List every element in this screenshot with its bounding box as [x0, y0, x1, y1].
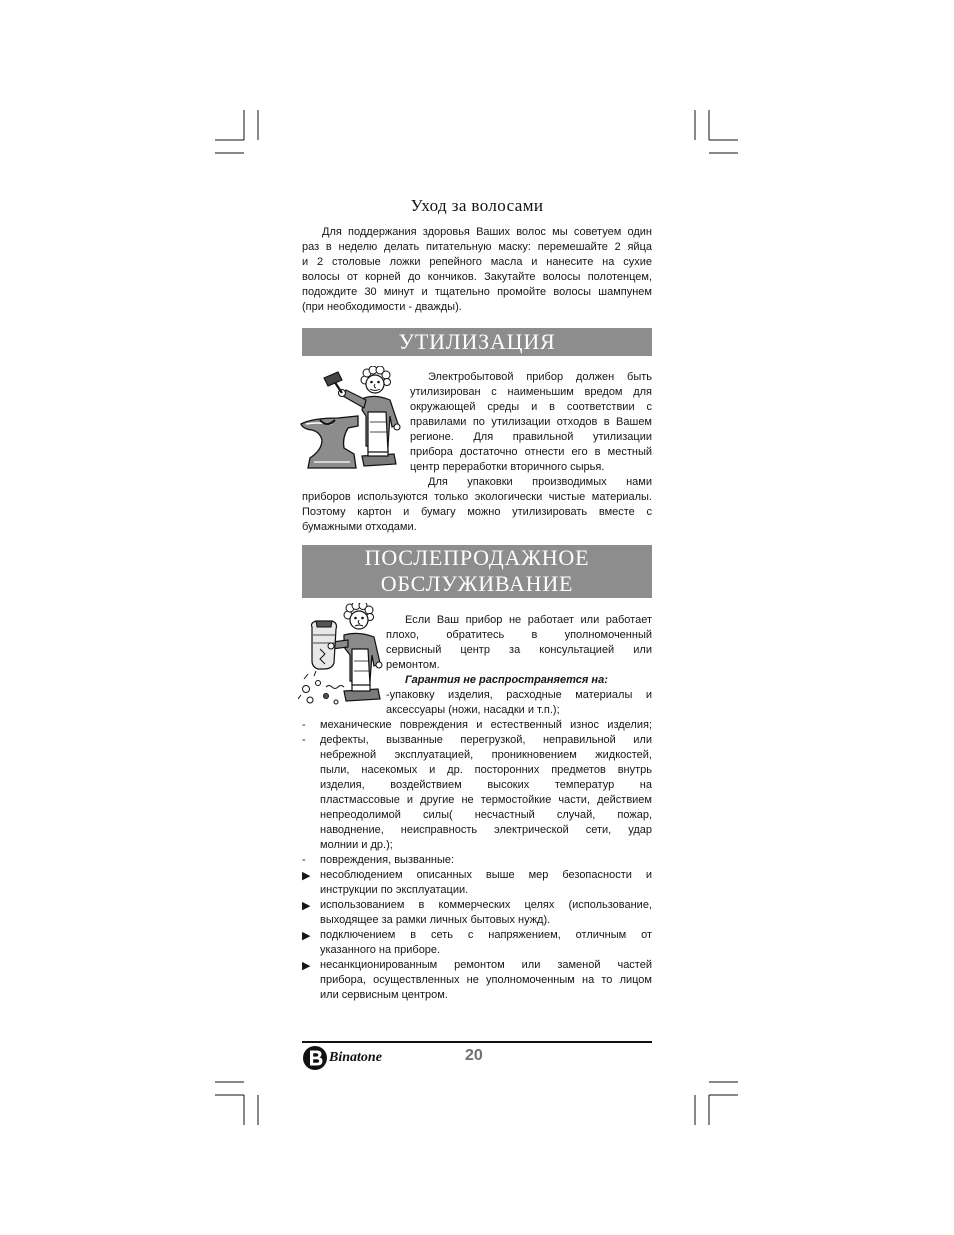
brand-logo-text: Binatone: [329, 1050, 382, 1065]
list-dash-marker: -: [302, 734, 306, 746]
list-item-line: подключением в сеть с напряжением, отличным от: [320, 929, 652, 941]
list-item-line: повреждения, вызванные:: [320, 854, 455, 866]
list-item-line: изделия, воздействием высоких температур на: [320, 779, 652, 791]
disposal-line: прибора достаточно отнести его в местный: [410, 446, 652, 458]
triangle-bullet-icon: ▶: [302, 959, 311, 972]
crop-mark-bottom-right: [695, 1082, 738, 1125]
list-item-line: непреодолимой силы( несчастный случай, пожар,: [320, 809, 652, 821]
service-intro-line: сервисный центр за консультацией или: [386, 644, 652, 656]
disposal-line: приборов используются только экологически чистые материалы.: [302, 491, 652, 503]
list-item: [302, 733, 652, 853]
triangle-bullet-icon: ▶: [302, 869, 311, 882]
triangle-bullet-icon: ▶: [302, 929, 311, 942]
disposal-line: Электробытовой прибор должен быть: [428, 371, 652, 383]
warranty-exclusion-line: аксессуары (ножи, насадки и т.п.);: [386, 704, 560, 716]
list-item-line: пластмассовые и другие не термостойкие части, действием: [320, 794, 652, 806]
list-item-line: небрежной эксплуатацией, проникновением жидкостей,: [320, 749, 652, 761]
disposal-line: бумажными отходами.: [302, 521, 417, 533]
binatone-logo-icon: [302, 1045, 328, 1071]
list-dash-marker: -: [302, 854, 306, 866]
list-item-line: несанкционированным ремонтом или заменой частей: [320, 959, 652, 971]
service-intro-line: Если Ваш прибор не работает или работает: [405, 614, 652, 626]
list-item-line: или сервисным центром.: [320, 989, 448, 1001]
warranty-heading: Гарантия не распространяется на:: [405, 674, 608, 686]
list-item-line: пыли, насекомых и др. посторонних предметов внутрь: [320, 764, 652, 776]
hair-care-line: волосы от корней до кончиков. Закутайте волосы полотенцем,: [302, 271, 652, 283]
list-item-line: дефекты, вызванные перегрузкой, неправильной или: [320, 734, 652, 746]
disposal-section-banner: [302, 328, 652, 356]
hair-care-line: раз в неделю делать питательную маску: перемешайте 2 яйца: [302, 241, 652, 253]
hair-care-paragraph: [302, 225, 652, 315]
hair-care-line: подождите 30 минут и тщательно промойте волосы шампунем: [302, 286, 652, 298]
list-item-line: наводнение, неисправность электрической сети, удар: [320, 824, 652, 836]
disposal-line: окружающей среды и в соответствии с: [410, 401, 652, 413]
disposal-line: центр переработки вторичного сырья.: [410, 461, 605, 473]
warranty-exclusion-line: -упаковку изделия, расходные материалы и: [386, 689, 652, 701]
blacksmith-illustration-icon: [298, 366, 408, 472]
service-title-line: ОБСЛУЖИВАНИЕ: [380, 571, 574, 596]
triangle-bullet-icon: ▶: [302, 899, 311, 912]
disposal-line: правилами по утилизации отходов в Вашем: [410, 416, 652, 428]
broken-appliance-icon: [312, 621, 337, 669]
list-item-line: прибора, осуществленных не уполномоченным на то лицом: [320, 974, 652, 986]
hair-care-line: и 2 столовые ложки репейного масла и нанесите на сухие: [302, 256, 652, 268]
crop-mark-top-left: [215, 110, 258, 153]
falling-parts-icon: [298, 671, 344, 704]
disposal-line: утилизирован с наименьшим вредом для: [410, 386, 652, 398]
list-item-line: выходящее за рамки личных бытовых нужд).: [320, 914, 551, 926]
service-intro-line: плохо, обратитесь в уполномоченный: [386, 629, 652, 641]
list-item: [302, 898, 652, 928]
list-item-line: указанного на приборе.: [320, 944, 441, 956]
service-section-banner: [302, 545, 652, 598]
list-item: [302, 718, 652, 733]
service-title-line: ПОСЛЕПРОДАЖНОЕ: [364, 545, 590, 570]
crop-mark-top-right: [695, 110, 738, 153]
hair-care-title: Уход за волосами: [410, 196, 544, 215]
disposal-paragraph: [410, 370, 652, 490]
service-intro-line: ремонтом.: [386, 659, 440, 671]
page-number: 20: [465, 1047, 483, 1064]
list-item: [302, 853, 652, 868]
list-item-line: молнии и др.);: [320, 839, 393, 851]
list-item-line: инструкции по эксплуатации.: [320, 884, 469, 896]
disposal-line: Поэтому картон и бумагу можно утилизировать вместе с: [302, 506, 652, 518]
list-dash-marker: -: [302, 719, 306, 731]
warranty-exclusions-list: [302, 718, 652, 1003]
packaging-paragraph: [302, 490, 652, 535]
hair-care-line: (при необходимости - дважды).: [302, 301, 462, 313]
service-intro: [386, 613, 652, 718]
footer-rule: [302, 1041, 652, 1043]
broken-appliance-illustration-icon: [298, 603, 384, 711]
disposal-line: регионе. Для правильной утилизации: [410, 431, 652, 443]
anvil-icon: [301, 416, 358, 468]
disposal-title: УТИЛИЗАЦИЯ: [398, 329, 556, 354]
list-item: [302, 928, 652, 958]
list-item: [302, 958, 652, 1003]
disposal-line: Для упаковки производимых нами: [428, 476, 652, 488]
list-item-line: механические повреждения и естественный износ изделия;: [320, 719, 652, 731]
hair-care-line: Для поддержания здоровья Ваших волос мы советуем один: [322, 226, 652, 238]
crop-mark-bottom-left: [215, 1082, 258, 1125]
list-item: [302, 868, 652, 898]
list-item-line: использованием в коммерческих целях (использование,: [320, 899, 652, 911]
list-item-line: несоблюдением описанных выше мер безопасности и: [320, 869, 652, 881]
